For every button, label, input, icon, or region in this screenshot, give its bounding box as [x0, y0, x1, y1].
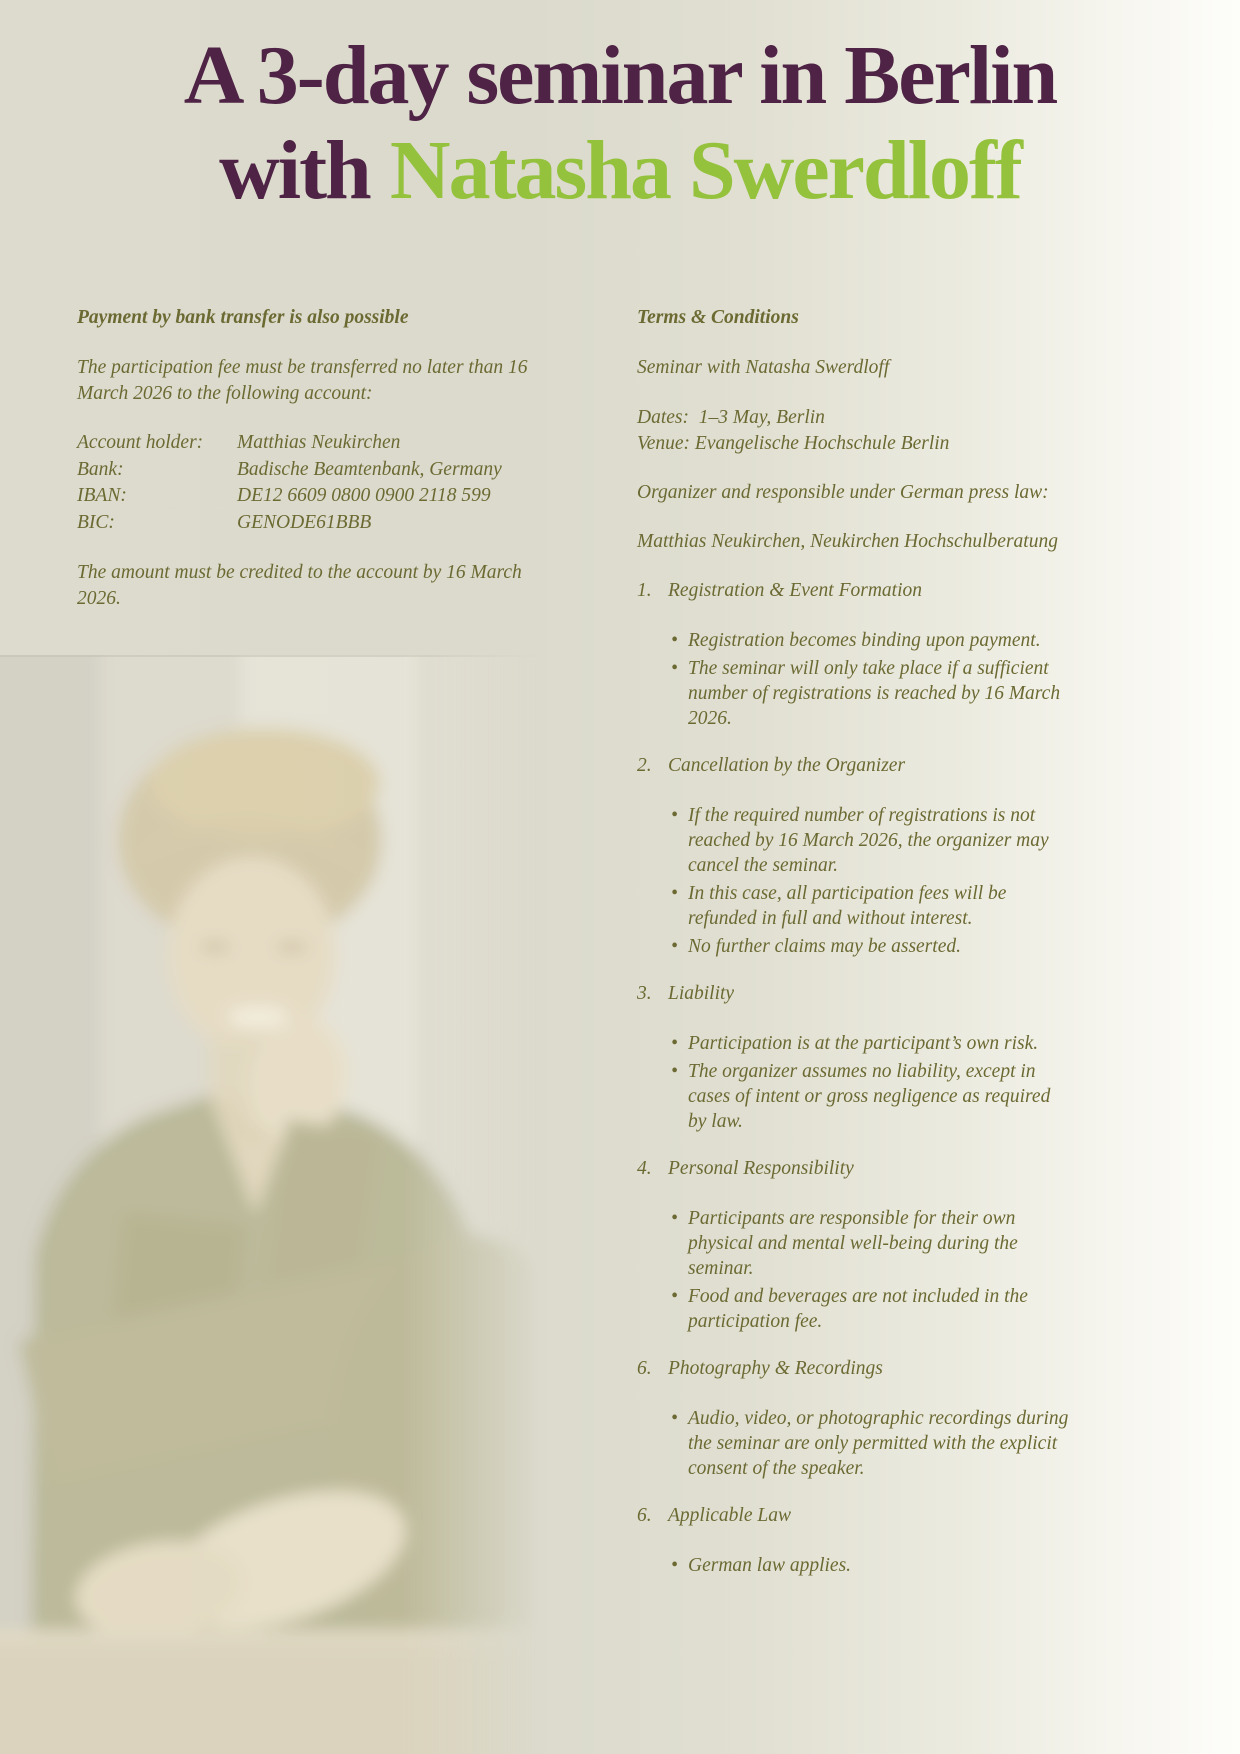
section-bullets — [637, 803, 1092, 959]
section-bullets — [637, 1206, 1092, 1334]
section-title — [637, 1156, 1092, 1182]
terms-heading: Terms & Conditions — [637, 307, 799, 328]
account-holder-row — [77, 430, 549, 457]
dates-venue-block — [637, 405, 1092, 457]
terms-section-3 — [637, 981, 1092, 1134]
section-title-text: Applicable Law — [668, 1505, 791, 1526]
section-number: 3. — [637, 983, 652, 1004]
title-with: with — [219, 124, 370, 217]
list-item: • Participants are responsible for their own physical and mental well-being during the seminar. — [688, 1206, 1070, 1281]
payment-intro: The participation fee must be transferred no later than 16 March 2026 to the following account: — [77, 357, 528, 404]
page-title — [0, 28, 1240, 218]
section-title — [637, 1503, 1092, 1529]
section-title-text: Personal Responsibility — [668, 1158, 854, 1179]
bic-row — [77, 510, 549, 537]
iban-value: DE12 6609 0800 0900 2118 599 — [237, 485, 491, 506]
payment-heading: Payment by bank transfer is also possible — [77, 307, 409, 328]
bic-label: BIC: — [77, 511, 115, 533]
venue-line: Venue: Evangelische Hochschule Berlin — [637, 433, 950, 454]
speaker-photo — [0, 655, 545, 1754]
terms-section-4 — [637, 1156, 1092, 1334]
section-title-text: Cancellation by the Organizer — [668, 755, 906, 776]
section-title-text: Liability — [668, 983, 735, 1004]
bank-value: Badische Beamtenbank, Germany — [237, 458, 502, 480]
section-number: 4. — [637, 1158, 652, 1179]
list-item: • Food and beverages are not included in the participation fee. — [688, 1284, 1070, 1334]
account-holder-value: Matthias Neukirchen — [237, 432, 401, 453]
payment-section — [77, 305, 549, 636]
dates-line: Dates: 1–3 May, Berlin — [637, 407, 825, 428]
bank-row — [77, 457, 549, 484]
section-number: 6. — [637, 1358, 652, 1379]
terms-section-2 — [637, 753, 1092, 959]
iban-label: IBAN: — [77, 485, 127, 506]
payment-note: The amount must be credited to the account by 16 March 2026. — [77, 562, 522, 609]
section-number: 1. — [637, 580, 652, 601]
terms-section — [637, 305, 1092, 1600]
bic-value: GENODE61BBB — [237, 511, 372, 533]
section-number: 2. — [637, 755, 652, 776]
section-bullets — [637, 1031, 1092, 1134]
organizer-intro: Organizer and responsible under German press law: — [637, 482, 1049, 503]
list-item: • Audio, video, or photographic recordings during the seminar are only permitted with the explicit consent of the speaker. — [688, 1406, 1070, 1481]
section-title — [637, 578, 1092, 604]
account-holder-label: Account holder: — [77, 432, 204, 453]
terms-section-1 — [637, 578, 1092, 731]
organizer-line: Matthias Neukirchen, Neukirchen Hochschulberatung — [637, 531, 1058, 552]
list-item: • No further claims may be asserted. — [688, 934, 1070, 959]
list-item: • In this case, all participation fees will be refunded in full and without interest. — [688, 881, 1070, 931]
section-bullets — [637, 1406, 1092, 1481]
terms-section-5 — [637, 1356, 1092, 1481]
terms-seminar-line: Seminar with Natasha Swerdloff — [637, 357, 890, 378]
section-title — [637, 753, 1092, 779]
list-item: • German law applies. — [688, 1553, 1070, 1578]
bank-account-details — [77, 430, 549, 536]
terms-section-6 — [637, 1503, 1092, 1578]
section-bullets — [637, 628, 1092, 731]
title-speaker-name: Natasha Swerdloff — [389, 124, 1021, 217]
speaker-photo-illustration — [0, 655, 545, 1754]
section-title — [637, 1356, 1092, 1382]
list-item: • The seminar will only take place if a sufficient number of registrations is reached by 16 March 2026. — [688, 656, 1070, 731]
section-number: 6. — [637, 1505, 652, 1526]
list-item: • Registration becomes binding upon payment. — [688, 628, 1070, 653]
list-item: • The organizer assumes no liability, except in cases of intent or gross negligence as required by law. — [688, 1059, 1070, 1134]
section-title-text: Registration & Event Formation — [668, 580, 923, 601]
section-title-text: Photography & Recordings — [668, 1358, 883, 1379]
list-item: • If the required number of registrations is not reached by 16 March 2026, the organizer may cancel the seminar. — [688, 803, 1070, 878]
section-bullets — [637, 1553, 1092, 1578]
section-title — [637, 981, 1092, 1007]
title-line1: A 3-day seminar in Berlin — [183, 29, 1057, 122]
bank-label: Bank: — [77, 458, 124, 480]
iban-row — [77, 483, 549, 510]
list-item: • Participation is at the participant’s own risk. — [688, 1031, 1070, 1056]
